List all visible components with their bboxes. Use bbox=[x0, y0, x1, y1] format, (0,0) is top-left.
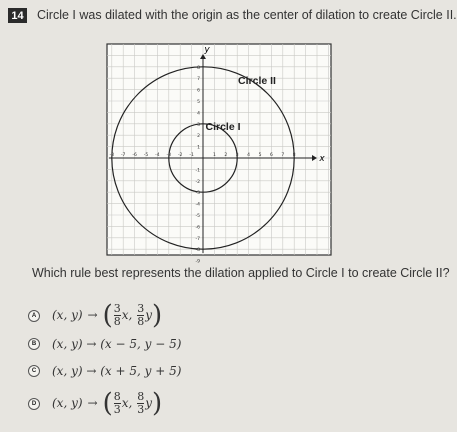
x-tick-label: 3 bbox=[235, 153, 239, 158]
y-tick-label: -5 bbox=[195, 214, 200, 219]
choice-a-expression: (x, y) → ( $\frac{3}{8}$ x, $\frac{3}{8}$ y) bbox=[52, 300, 163, 331]
coordinate-graph bbox=[107, 44, 331, 265]
y-tick-label: -3 bbox=[195, 191, 200, 197]
y-axis-label: y bbox=[204, 45, 210, 55]
choice-c-expression: (x, y) → (x + 5, y + 5) bbox=[52, 364, 182, 378]
choice-d-expression: (x, y) → ( $\frac{8}{3}$ x, $\frac{8}{3}$ y) bbox=[52, 388, 163, 419]
choice-a[interactable] bbox=[28, 300, 163, 331]
x-tick-label: 2 bbox=[224, 153, 228, 158]
x-tick-label: 4 bbox=[247, 153, 251, 158]
circle-ii-label: Circle II bbox=[238, 75, 276, 87]
y-tick-label: 3 bbox=[197, 122, 200, 128]
y-tick-label: -9 bbox=[195, 259, 200, 265]
question-number-badge: 14 bbox=[8, 8, 27, 23]
choice-d[interactable] bbox=[28, 388, 163, 419]
x-tick-label: 1 bbox=[212, 153, 216, 158]
choice-d-bubble[interactable]: D bbox=[28, 398, 40, 410]
choice-b[interactable] bbox=[28, 337, 181, 351]
question-text: Which rule best represents the dilation applied to Circle I to create Circle II? bbox=[32, 266, 450, 280]
choice-c-bubble[interactable]: C bbox=[28, 365, 40, 377]
y-tick-label: 1 bbox=[197, 145, 200, 151]
x-tick-label: -8 bbox=[109, 153, 115, 158]
x-tick-label: 8 bbox=[292, 153, 296, 158]
x-tick-label: -3 bbox=[166, 153, 172, 158]
choice-b-bubble[interactable]: B bbox=[28, 338, 40, 350]
graph-border bbox=[107, 44, 331, 255]
x-tick-label: -7 bbox=[120, 153, 126, 158]
y-tick-label: 6 bbox=[197, 88, 200, 94]
x-axis-label: x bbox=[319, 154, 325, 164]
y-tick-label: -8 bbox=[195, 248, 200, 254]
x-tick-label: -6 bbox=[132, 153, 137, 158]
y-tick-label: -2 bbox=[195, 179, 200, 185]
y-tick-label: -7 bbox=[195, 236, 200, 242]
y-tick-label: 5 bbox=[197, 100, 200, 105]
choice-b-expression: (x, y) → (x − 5, y − 5) bbox=[52, 337, 182, 351]
y-tick-label: 8 bbox=[197, 65, 200, 71]
x-tick-label: -5 bbox=[143, 153, 149, 158]
y-tick-label: 4 bbox=[197, 111, 200, 117]
x-tick-label: -4 bbox=[155, 153, 160, 158]
x-tick-label: -1 bbox=[189, 153, 194, 158]
circle-i-label: Circle I bbox=[205, 121, 241, 133]
choice-a-bubble[interactable]: A bbox=[28, 310, 40, 322]
y-tick-label: -4 bbox=[195, 202, 200, 208]
y-tick-label: -6 bbox=[195, 225, 200, 231]
x-tick-label: 5 bbox=[258, 153, 262, 158]
y-tick-label: 7 bbox=[197, 77, 200, 83]
question-prompt: Circle I was dilated with the origin as the center of dilation to create Circle II. bbox=[37, 8, 457, 22]
x-tick-label: 7 bbox=[281, 153, 285, 158]
x-tick-label: -2 bbox=[177, 153, 183, 158]
choice-c[interactable] bbox=[28, 364, 181, 378]
y-tick-label: 2 bbox=[197, 134, 200, 140]
x-tick-label: 6 bbox=[269, 153, 273, 158]
y-tick-label: -1 bbox=[195, 168, 200, 174]
